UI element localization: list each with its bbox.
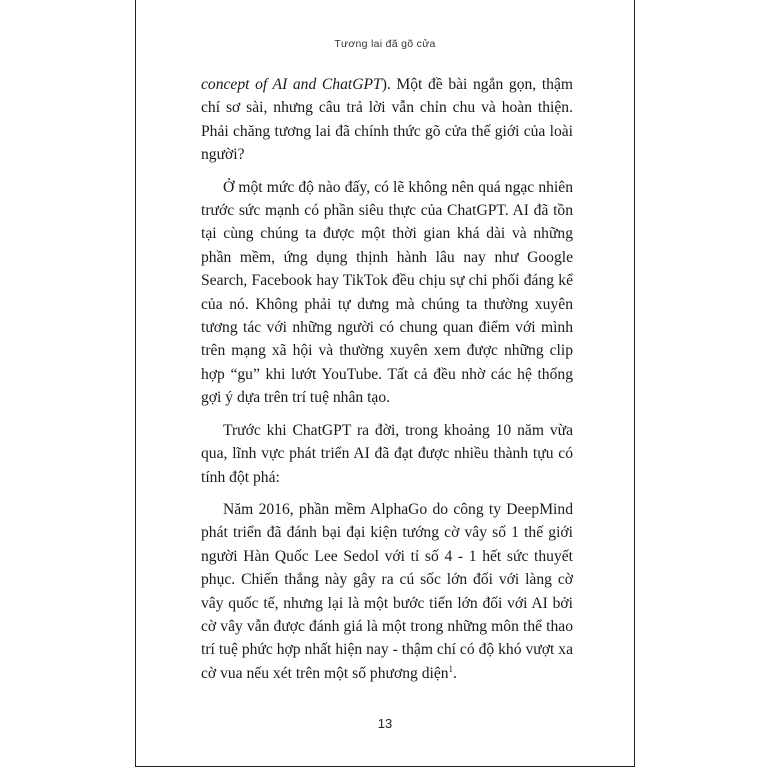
body-text — [201, 73, 573, 694]
paragraph-1 — [201, 73, 573, 167]
paragraph-2: Ở một mức độ nào đấy, có lẽ không nên quá ngạc nhiên trước sức mạnh có phần siêu thực của ChatGPT. AI đã tồn tại cùng chúng ta được một thời gian khá dài và những phần mềm, ứng dụng thịnh hành lâu nay như Google Search, Facebook hay TikTok đều chịu sự chi phối đáng kể của nó. Không phải tự dưng mà chúng ta thường xuyên tương tác với những người có chung quan điểm với mình trên mạng xã hội và thường xuyên xem được những clip hợp “gu” khi lướt YouTube. Tất cả đều nhờ các hệ thống gợi ý dựa trên trí tuệ nhân tạo. — [201, 178, 573, 407]
italic-phrase: concept of AI and ChatGPT — [201, 76, 382, 93]
page-number: 13 — [377, 716, 393, 731]
paragraph-4-text: Năm 2016, phần mềm AlphaGo do công ty DeepMind phát triển đã đánh bại đại kiện tướng cờ vây số 1 thế giới người Hàn Quốc Lee Sedol với tỉ số 4 - 1 hết sức thuyết phục. Chiến thắng này gây ra cú sốc lớn đối với làng cờ vây quốc tế, nhưng lại là một bước tiến lớn đối với AI bởi cờ vây vẫn được đánh giá là một trong những môn thể thao trí tuệ phức hợp nhất hiện nay - thậm chí có độ khó vượt xa cờ vua nếu xét trên một số phương diện — [201, 500, 573, 682]
paragraph-4-end: . — [453, 664, 457, 682]
running-header: Tương lai đã gõ cửa — [334, 38, 436, 50]
paragraph-4 — [201, 498, 573, 685]
book-page — [135, 0, 635, 767]
paragraph-1-text: ). Một đề bài ngắn gọn, thậm chí sơ sài, nhưng câu trả lời vẫn chỉn chu và hoàn thiện. Phải chăng tương lai đã chính thức gõ cửa thế giới của loài người? — [201, 76, 573, 164]
footnote-marker[interactable]: 1 — [448, 663, 454, 674]
paragraph-3: Trước khi ChatGPT ra đời, trong khoảng 10 năm vừa qua, lĩnh vực phát triển AI đã đạt được nhiều thành tựu có tính đột phá: — [201, 421, 573, 486]
